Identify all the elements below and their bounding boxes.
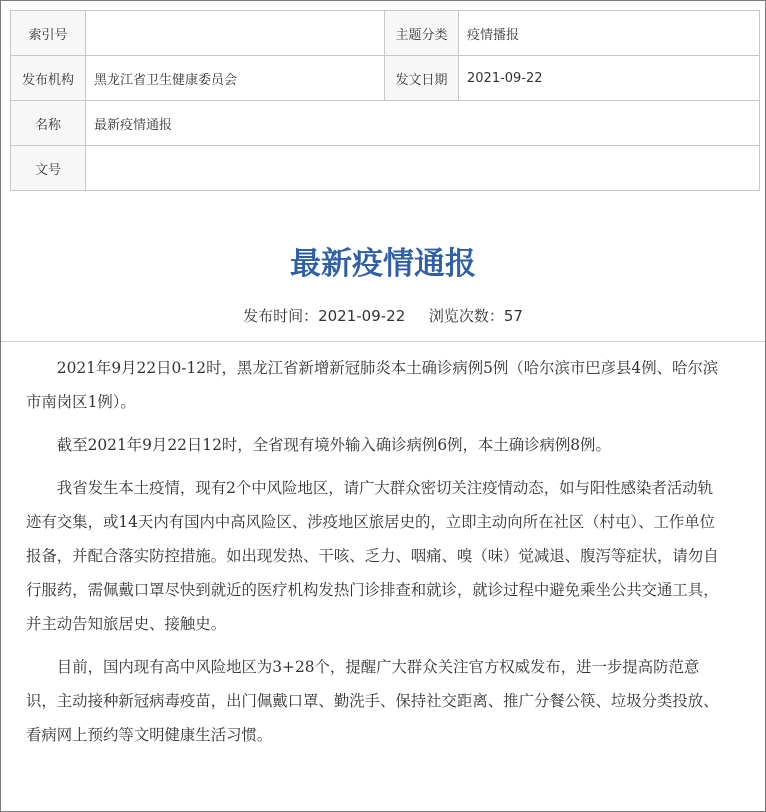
- name-label: 名称: [11, 101, 86, 146]
- metadata-row: [11, 101, 760, 146]
- metadata-row: [11, 11, 760, 56]
- article-info: [1, 303, 765, 329]
- index-value: [86, 11, 385, 56]
- views-label: 浏览次数：: [428, 307, 504, 325]
- date-label: 发文日期: [385, 56, 459, 101]
- category-value: 疫情播报: [459, 11, 760, 56]
- category-label: 主题分类: [385, 11, 459, 56]
- date-value: 2021-09-22: [459, 56, 760, 101]
- docno-value: [86, 146, 760, 191]
- paragraph: 我省发生本土疫情，现有2个中风险地区，请广大群众密切关注疫情动态，如与阳性感染者活动轨迹有交集，或14天内有国内中高风险区、涉疫地区旅居史的，立即主动向所在社区（村屯）、工作单位报备，并配合落实防控措施。如出现发热、干咳、乏力、咽痛、嗅（味）觉减退、腹泻等症状，请勿自行服药，需佩戴口罩尽快到就近的医疗机构发热门诊排查和就诊，就诊过程中避免乘坐公共交通工具，并主动告知旅居史、接触史。: [26, 479, 719, 633]
- paragraph: 2021年9月22日0-12时，黑龙江省新增新冠肺炎本土确诊病例5例（哈尔滨市巴彦县4例、哈尔滨市南岗区1例）。: [26, 359, 719, 411]
- publish-time: 2021-09-22: [318, 307, 406, 325]
- metadata-row: [11, 56, 760, 101]
- divider: [1, 341, 765, 342]
- publisher-label: 发布机构: [11, 56, 86, 101]
- article-title: 最新疫情通报: [290, 246, 476, 282]
- metadata-table: [10, 10, 760, 191]
- paragraph: 目前，国内现有高中风险地区为3+28个，提醒广大群众关注官方权威发布，进一步提高防范意识，主动接种新冠病毒疫苗，出门佩戴口罩、勤洗手、保持社交距离、推广分餐公筷、垃圾分类投放、看病网上预约等文明健康生活习惯。: [26, 658, 719, 744]
- publisher-value: 黑龙江省卫生健康委员会: [86, 56, 385, 101]
- metadata-row: [11, 146, 760, 191]
- paragraph: 截至2021年9月22日12时，全省现有境外输入确诊病例6例，本土确诊病例8例。: [56, 436, 611, 454]
- article-body: [26, 351, 726, 761]
- publish-time-label: 发布时间：: [243, 307, 319, 325]
- views-count: 57: [503, 307, 523, 325]
- docno-label: 文号: [11, 146, 86, 191]
- name-value: 最新疫情通报: [86, 101, 760, 146]
- index-label: 索引号: [11, 11, 86, 56]
